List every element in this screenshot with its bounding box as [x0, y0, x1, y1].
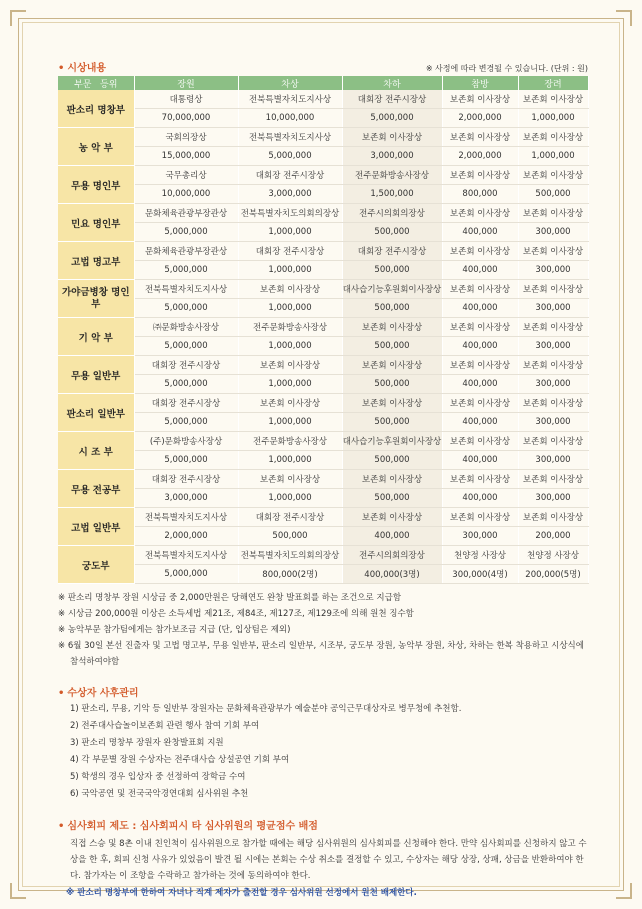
prize-amount-cell: 300,000 — [518, 451, 588, 470]
unit-note: ※ 사정에 따라 변경될 수 있습니다. (단위 : 원) — [425, 64, 588, 73]
award-org-cell: 보존회 이사장상 — [342, 318, 442, 337]
table-row — [58, 128, 588, 147]
prize-amount-cell: 5,000,000 — [134, 375, 238, 394]
prize-amount-cell: 1,000,000 — [238, 489, 342, 508]
table-row — [58, 318, 588, 337]
prize-amount-cell: 5,000,000 — [134, 413, 238, 432]
table-row — [58, 432, 588, 451]
award-org-cell: 전주시의회의장상 — [342, 546, 442, 565]
category-cell: 가야금병창 명인부 — [58, 280, 134, 318]
note-item: ※ 농악부문 참가팀에게는 참가보조금 지급 (단, 입상팀은 제외) — [58, 625, 291, 635]
prize-amount-cell: 5,000,000 — [134, 565, 238, 584]
prize-amount-cell: 2,000,000 — [442, 147, 518, 166]
table-row — [58, 508, 588, 527]
award-org-cell: 천양정 사장상 — [518, 546, 588, 565]
notes — [58, 590, 588, 670]
award-org-cell: 보존회 이사장상 — [518, 280, 588, 299]
section-title-recusal: • 심사회피 제도 : 심사회피시 타 심사위원의 평균점수 배점 — [58, 821, 318, 832]
aftercare-list — [58, 701, 588, 803]
prize-amount-cell: 400,000 — [442, 451, 518, 470]
list-item: 5) 학생의 경우 입상자 중 선정하여 장학금 수여 — [70, 772, 246, 782]
header-col: 참방 — [442, 76, 518, 90]
prize-amount-cell: 5,000,000 — [342, 109, 442, 128]
award-org-cell: 보존회 이사장상 — [342, 508, 442, 527]
prize-amount-cell: 400,000 — [442, 337, 518, 356]
prize-amount-cell: 400,000 — [442, 413, 518, 432]
award-org-cell: 보존회 이사장상 — [518, 128, 588, 147]
prize-amount-cell: 500,000 — [342, 223, 442, 242]
award-org-cell: 보존회 이사장상 — [238, 280, 342, 299]
table-row — [58, 204, 588, 223]
table-row — [58, 565, 588, 584]
award-org-cell: 보존회 이사장상 — [342, 394, 442, 413]
prize-amount-cell: 400,000 — [342, 527, 442, 546]
award-org-cell: 보존회 이사장상 — [518, 432, 588, 451]
award-org-cell: 대회장 전주시장상 — [134, 470, 238, 489]
table-row — [58, 90, 588, 109]
award-org-cell: 전북특별자치도지사상 — [134, 280, 238, 299]
prize-amount-cell: 500,000 — [342, 413, 442, 432]
award-org-cell: 보존회 이사장상 — [442, 356, 518, 375]
header-col: 차하 — [342, 76, 442, 90]
award-org-cell: 국회의장상 — [134, 128, 238, 147]
list-item: 3) 판소리 명창부 장원자 완창발표회 지원 — [70, 738, 224, 748]
category-cell: 판소리 명창부 — [58, 90, 134, 128]
award-org-cell: 국무총리상 — [134, 166, 238, 185]
table-row — [58, 166, 588, 185]
award-org-cell: 보존회 이사장상 — [518, 318, 588, 337]
list-item: 2) 전주대사습놀이보존회 관련 행사 참여 기회 부여 — [70, 721, 260, 731]
prize-amount-cell: 1,000,000 — [238, 299, 342, 318]
award-org-cell: 보존회 이사장상 — [238, 470, 342, 489]
prize-amount-cell: 1,000,000 — [238, 451, 342, 470]
award-org-cell: 대사습기능후원회이사장상 — [342, 432, 442, 451]
award-org-cell: 보존회 이사장상 — [518, 242, 588, 261]
table-row — [58, 470, 588, 489]
prize-amount-cell: 400,000 — [442, 375, 518, 394]
award-org-cell: 보존회 이사장상 — [518, 90, 588, 109]
table-body — [58, 90, 588, 584]
award-org-cell: 전북특별자치도지사상 — [134, 546, 238, 565]
bullet-icon: • — [58, 688, 65, 699]
award-org-cell: 보존회 이사장상 — [442, 166, 518, 185]
prize-amount-cell: 1,000,000 — [238, 223, 342, 242]
section-title-aftercare: • 수상자 사후관리 — [58, 688, 139, 699]
prize-amount-cell: 1,000,000 — [518, 147, 588, 166]
award-org-cell: 보존회 이사장상 — [442, 280, 518, 299]
prize-amount-cell: 2,000,000 — [442, 109, 518, 128]
prize-amount-cell: 300,000 — [518, 223, 588, 242]
section-recusal — [58, 817, 588, 898]
prize-amount-cell: 300,000(4명) — [442, 565, 518, 584]
award-org-cell: 전북특별자치도지사상 — [134, 508, 238, 527]
prize-amount-cell: 500,000 — [342, 337, 442, 356]
prize-amount-cell: 15,000,000 — [134, 147, 238, 166]
award-org-cell: 보존회 이사장상 — [442, 90, 518, 109]
table-row — [58, 280, 588, 299]
award-org-cell: 대회장 전주시장상 — [134, 356, 238, 375]
header-col: 장려 — [518, 76, 588, 90]
prize-amount-cell: 1,000,000 — [238, 337, 342, 356]
table-row — [58, 299, 588, 318]
section-awards-header — [58, 58, 588, 74]
prize-amount-cell: 1,000,000 — [518, 109, 588, 128]
prize-amount-cell: 300,000 — [518, 337, 588, 356]
award-org-cell: 보존회 이사장상 — [442, 470, 518, 489]
award-org-cell: 대회장 전주시장상 — [342, 242, 442, 261]
prize-amount-cell: 300,000 — [518, 413, 588, 432]
category-cell: 무용 전공부 — [58, 470, 134, 508]
table-row — [58, 394, 588, 413]
section-aftercare — [58, 684, 588, 803]
award-org-cell: 대사습기능후원회이사장상 — [342, 280, 442, 299]
award-org-cell: 전주문화방송사장상 — [342, 166, 442, 185]
prize-amount-cell: 10,000,000 — [238, 109, 342, 128]
corner-ornament — [10, 883, 26, 899]
recusal-warning: ※ 판소리 명창부에 한하여 자녀나 직계 제자가 출전할 경우 심사위원 선정에서 원천 배제한다. — [66, 888, 417, 898]
corner-ornament — [616, 883, 632, 899]
note-item: ※ 시상금 200,000원 이상은 소득세법 제21조, 제84조, 제127조, 제129조에 의해 원천 징수함 — [58, 609, 414, 619]
award-org-cell: ㈜문화방송사장상 — [134, 318, 238, 337]
prize-amount-cell: 800,000(2명) — [238, 565, 342, 584]
table-row — [58, 261, 588, 280]
prize-amount-cell: 500,000 — [238, 527, 342, 546]
prize-amount-cell: 500,000 — [342, 261, 442, 280]
header-col: 장원 — [134, 76, 238, 90]
award-org-cell: 보존회 이사장상 — [442, 432, 518, 451]
category-cell: 시 조 부 — [58, 432, 134, 470]
prize-amount-cell: 3,000,000 — [134, 489, 238, 508]
corner-ornament — [616, 10, 632, 26]
award-org-cell: 보존회 이사장상 — [342, 356, 442, 375]
prize-amount-cell: 400,000 — [442, 261, 518, 280]
prize-amount-cell: 1,000,000 — [238, 375, 342, 394]
award-org-cell: 전주시의회의장상 — [342, 204, 442, 223]
prize-amount-cell: 500,000 — [518, 185, 588, 204]
award-org-cell: 전주문화방송사장상 — [238, 318, 342, 337]
award-org-cell: 보존회 이사장상 — [518, 204, 588, 223]
category-cell: 무용 일반부 — [58, 356, 134, 394]
category-cell: 궁도부 — [58, 546, 134, 584]
prize-amount-cell: 10,000,000 — [134, 185, 238, 204]
award-org-cell: 보존회 이사장상 — [442, 508, 518, 527]
bullet-icon: • — [58, 821, 65, 832]
award-org-cell: 보존회 이사장상 — [518, 356, 588, 375]
award-org-cell: 대회장 전주시장상 — [134, 394, 238, 413]
prize-amount-cell: 800,000 — [442, 185, 518, 204]
table-row — [58, 527, 588, 546]
table-row — [58, 546, 588, 565]
prize-amount-cell: 300,000 — [442, 527, 518, 546]
award-org-cell: 천양정 사장상 — [442, 546, 518, 565]
award-org-cell: 보존회 이사장상 — [342, 470, 442, 489]
table-row — [58, 375, 588, 394]
list-item: 4) 각 부문별 장원 수상자는 전주대사습 상설공연 기회 부여 — [70, 755, 290, 765]
prize-amount-cell: 400,000(3명) — [342, 565, 442, 584]
prize-amount-cell: 5,000,000 — [134, 451, 238, 470]
award-org-cell: 대회장 전주시장상 — [238, 166, 342, 185]
award-org-cell: 대통령상 — [134, 90, 238, 109]
prize-amount-cell: 5,000,000 — [134, 223, 238, 242]
header-category: 부문 등위 — [58, 76, 134, 90]
award-org-cell: 보존회 이사장상 — [442, 242, 518, 261]
table-row — [58, 489, 588, 508]
table-row — [58, 109, 588, 128]
award-org-cell: 보존회 이사장상 — [442, 394, 518, 413]
category-cell: 농 악 부 — [58, 128, 134, 166]
award-org-cell: 전주문화방송사장상 — [238, 432, 342, 451]
category-cell: 판소리 일반부 — [58, 394, 134, 432]
award-org-cell: 전북특별자치도지사상 — [238, 90, 342, 109]
award-org-cell: 대회장 전주시장상 — [238, 242, 342, 261]
category-cell: 민요 명인부 — [58, 204, 134, 242]
table-row — [58, 242, 588, 261]
table-row — [58, 451, 588, 470]
award-org-cell: 전북특별자치도의회의장상 — [238, 546, 342, 565]
prize-amount-cell: 70,000,000 — [134, 109, 238, 128]
prize-amount-cell: 400,000 — [442, 223, 518, 242]
prize-amount-cell: 2,000,000 — [134, 527, 238, 546]
award-org-cell: 보존회 이사장상 — [238, 394, 342, 413]
award-org-cell: 문화체육관광부장관상 — [134, 242, 238, 261]
prize-amount-cell: 500,000 — [342, 489, 442, 508]
award-org-cell: 대회장 전주시장상 — [342, 90, 442, 109]
award-org-cell: 보존회 이사장상 — [238, 356, 342, 375]
prize-amount-cell: 300,000 — [518, 261, 588, 280]
table-row — [58, 185, 588, 204]
header-col: 차상 — [238, 76, 342, 90]
list-item: 6) 국악공연 및 전국국악경연대회 심사위원 추천 — [70, 789, 249, 799]
category-cell: 고법 명고부 — [58, 242, 134, 280]
prize-amount-cell: 500,000 — [342, 375, 442, 394]
prize-amount-cell: 200,000 — [518, 527, 588, 546]
award-org-cell: 대회장 전주시장상 — [238, 508, 342, 527]
corner-ornament — [10, 10, 26, 26]
note-item: ※ 6월 30일 본선 진출자 및 고법 명고부, 무용 일반부, 판소리 일반부, 시조부, 궁도부 장원, 농악부 장원, 차상, 차하는 한복 착용하고 시상식에 참석하여야함 — [58, 641, 584, 667]
prize-amount-cell: 5,000,000 — [134, 299, 238, 318]
category-cell: 기 악 부 — [58, 318, 134, 356]
prize-amount-cell: 200,000(5명) — [518, 565, 588, 584]
award-org-cell: 보존회 이사장상 — [518, 394, 588, 413]
prize-amount-cell: 400,000 — [442, 489, 518, 508]
award-org-cell: (주)문화방송사장상 — [134, 432, 238, 451]
award-org-cell: 보존회 이사장상 — [518, 166, 588, 185]
prize-amount-cell: 3,000,000 — [342, 147, 442, 166]
content — [58, 58, 588, 898]
award-org-cell: 보존회 이사장상 — [442, 318, 518, 337]
table-row — [58, 413, 588, 432]
award-org-cell: 보존회 이사장상 — [518, 508, 588, 527]
award-org-cell: 보존회 이사장상 — [518, 470, 588, 489]
prize-amount-cell: 500,000 — [342, 299, 442, 318]
prize-amount-cell: 5,000,000 — [134, 261, 238, 280]
list-item: 1) 판소리, 무용, 기악 등 일반부 장원자는 문화체육관광부가 예술분야 공익근무대상자로 병무청에 추천함. — [70, 704, 462, 714]
award-org-cell: 보존회 이사장상 — [442, 204, 518, 223]
bullet-icon: • — [58, 63, 65, 74]
award-org-cell: 보존회 이사장상 — [342, 128, 442, 147]
prize-table — [58, 76, 589, 584]
table-row — [58, 337, 588, 356]
prize-amount-cell: 3,000,000 — [238, 185, 342, 204]
table-row — [58, 147, 588, 166]
prize-amount-cell: 300,000 — [518, 489, 588, 508]
award-org-cell: 문화체육관광부장관상 — [134, 204, 238, 223]
prize-amount-cell: 300,000 — [518, 375, 588, 394]
prize-amount-cell: 1,000,000 — [238, 261, 342, 280]
note-item: ※ 판소리 명창부 장원 시상금 중 2,000만원은 당해연도 완창 발표회를 하는 조건으로 지급함 — [58, 593, 402, 603]
category-cell: 고법 일반부 — [58, 508, 134, 546]
table-row — [58, 356, 588, 375]
prize-amount-cell: 5,000,000 — [134, 337, 238, 356]
table-row — [58, 223, 588, 242]
prize-amount-cell: 300,000 — [518, 299, 588, 318]
award-org-cell: 보존회 이사장상 — [442, 128, 518, 147]
prize-amount-cell: 1,500,000 — [342, 185, 442, 204]
prize-amount-cell: 500,000 — [342, 451, 442, 470]
award-org-cell: 전북특별자치도지사상 — [238, 128, 342, 147]
category-cell: 무용 명인부 — [58, 166, 134, 204]
award-org-cell: 전북특별자치도의회의장상 — [238, 204, 342, 223]
prize-amount-cell: 400,000 — [442, 299, 518, 318]
prize-amount-cell: 1,000,000 — [238, 413, 342, 432]
prize-amount-cell: 5,000,000 — [238, 147, 342, 166]
section-title-awards: • 시상내용 — [58, 63, 107, 74]
recusal-paragraph: 직접 스승 및 8촌 이내 친인척이 심사위원으로 참가할 때에는 해당 심사위원의 심사회피를 신청해야 한다. 만약 심사회피를 신청하지 않고 수상을 한 후, 회피 신청 사유가 있었음이 발견 될 시에는 본회는 수상 취소를 결정할 수 있고, 수상자는 해당 상장, 상패, 상금을 반환하여야 한다. 참가자는 이 조항을 수락하고 참가하는 것에 동의하여야 한다. — [70, 839, 587, 881]
table-header-row — [58, 76, 588, 90]
